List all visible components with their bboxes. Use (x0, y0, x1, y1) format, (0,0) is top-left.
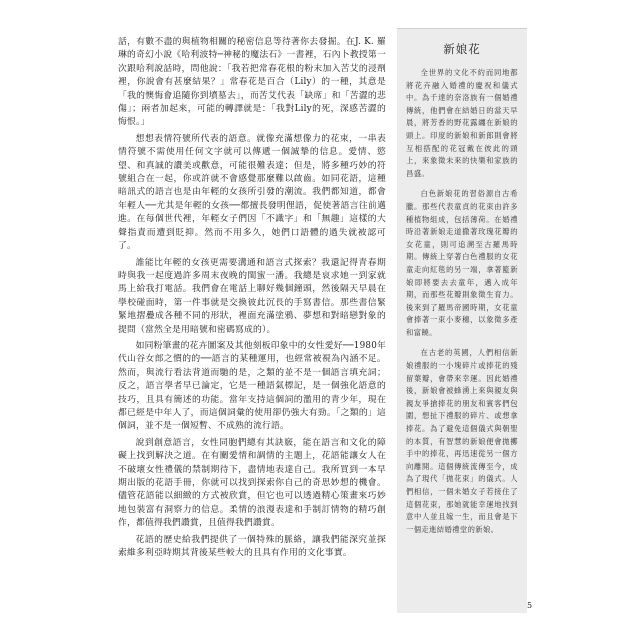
sidebar-paragraph: 全世界的文化不約而同地都將花卉融入婚禮的慶祝和儀式中。為千達的奈洛族有一個婚禮傳統，他們會在結婚日的當天早晨，將芳香的野花露纏在新娘的頭上。印度的新娘和新郎則會將互相搭配的花冠戴在彼此的頭上，來象徵未來的快樂和家族的昌盛。 (406, 68, 518, 178)
main-paragraph: 話，有數不盡的與植物相關的秘密信息等待著你去發掘。在J. K. 羅琳的奇幻小說《哈利波特─神秘的魔法石》一書裡，石內卜教授第一次跟哈利說話時，問他說：「我若把常春花根的粉末加入苦艾的浸劑裡，你說會有甚麼結果？」常春花是百合（Lily）的一種，其意是「我的懊悔會追隨你到墳墓去」，而苦艾代表「缺席」和「苦澀的悲傷」；兩者加起來，可能的轉譯就是：「我對Lily的死，深感苦澀的悔恨。」 (118, 37, 386, 128)
sidebar-paragraph: 白色新娘花的習俗源自古希臘。那些代表童貞的花束由許多種植物組成，包括薄荷。在婚禮時沿著新娘走道撒著玫瑰花瓣的女花童，則可追溯至古羅馬時期。傳統上穿著白色禮服的女花童走向紅毯的另一端，拿著籃新娘即將要去去童年，邁入成年期，而那些花瓣則象徵生育力。後來到了羅馬帝國時期，女花童會捧著一束小麥穗，以象徵多產和富饒。 (406, 189, 518, 337)
sidebar-box (397, 28, 527, 613)
main-paragraph: 想想表情符號所代表的語意。就像充滿想像力的花束，一串表情符號不需使用任何文字就可以傳遞一個誠摯的信息。愛情、慾望、和真誠的讚美或歡意，可能很難表達；但是，將多種巧妙的符號組合在一起，你或許就不會感覺那麼難以啟齒。如同花語，這種暗訊式的語言也是由年輕的女孩所引發的潮流。我們都知道，都會年輕人──尤其是年輕的女孩──都擅長發明俚語，促使著語言往前邁進。在每個世代裡，年輕女子們因「不識字」和「無趣」這樣的大聲指責而遭到貶抑。然而不用多久，她們口語體的過失就被認可了。 (118, 133, 386, 252)
main-text-column (118, 36, 386, 563)
main-paragraph: 如同粉筆畫的花卉圖案及其他刻板印象中的女性愛好──1980年代山谷女郎之慣的的──語言的某種運用，也經常被視為內涵不足。然而，與流行看法背道而馳的是，之類的並不是一個語言填充詞；反之，語言學者早已論定，它是一種語氣標記，是一個強化語意的技巧，且具有簡述的功能。當年支持這個詞的濫用的青少年，現在都已經是中年人了，而這個詞彙的使用卻仍強大有勁。「之類的」這個詞，並不是一個短暫、不成熟的流行語。 (118, 340, 386, 432)
sidebar-title: 新娘花 (443, 42, 481, 56)
page-number: 5 (527, 601, 533, 610)
main-paragraph: 花語的歷史給我們提供了一個特殊的脈絡，讓我們能深究並探索維多利亞時期其背後某些較大的且具有作用的文化事實。 (118, 534, 386, 559)
main-paragraph: 說到創意語言，女性同胞們總有其訣竅，能在語言和文化的障礙上找到解決之道。在有關愛情和調情的主題上，花語能讓女人在不破壞女性禮儀的禁制期待下，盡情地表達自己。我所買到一本早期出版的花語手冊，你就可以找到探索你自己的奇思妙想的機會。儘管花語能以細緻的方式被欣賞，但它也可以透過精心策畫來巧妙地包裝富有洞察力的信息。柔情的浪漫表達和手制訂情物的精巧創作，都值得我們讚賞，且值得我們讚賞。 (118, 437, 386, 529)
main-paragraph: 誰能比年輕的女孩更需要溝通和語言式探索？我還記得青春期時與我一起度過許多周末夜晚的閨蜜一潘。我總是哀求她一到家就馬上給我打電話。我們會在電話上聊好幾個鐘頭，然後隔天早晨在學校碰面時，第一件事就是交換彼此沉長的手寫書信。那些書信緊緊地摺疊成各種不同的形狀，裡面充滿塗鴉、夢想和對暗戀對象的提問（當然全是用暗號和密碼寫成的）。 (118, 257, 386, 335)
sidebar-paragraph: 在古老的英國，人們相信新娘禮服的一小塊碎片或捧花的殘留葉瓣，會帶來幸運。因此婚禮後，新娘會被蜂湧上來與親友與親友爭搶捧花的朋友和賓客們包圍，想扯下禮服的碎片、或想拿捧花。為了避免這個儀式與朝聖的本質，有智慧的新娘便會拋擲手中的捧花，再迅速從另一個方向離開。這個傳統流傳至今，成為了現代「拋花束」的儀式。人們相信，一個未婚女子若接住了這個花束，那她就能幸運地找到意中人並且嫁一生，而且會是下一個走進結婚禮堂的新娘。 (406, 348, 518, 534)
